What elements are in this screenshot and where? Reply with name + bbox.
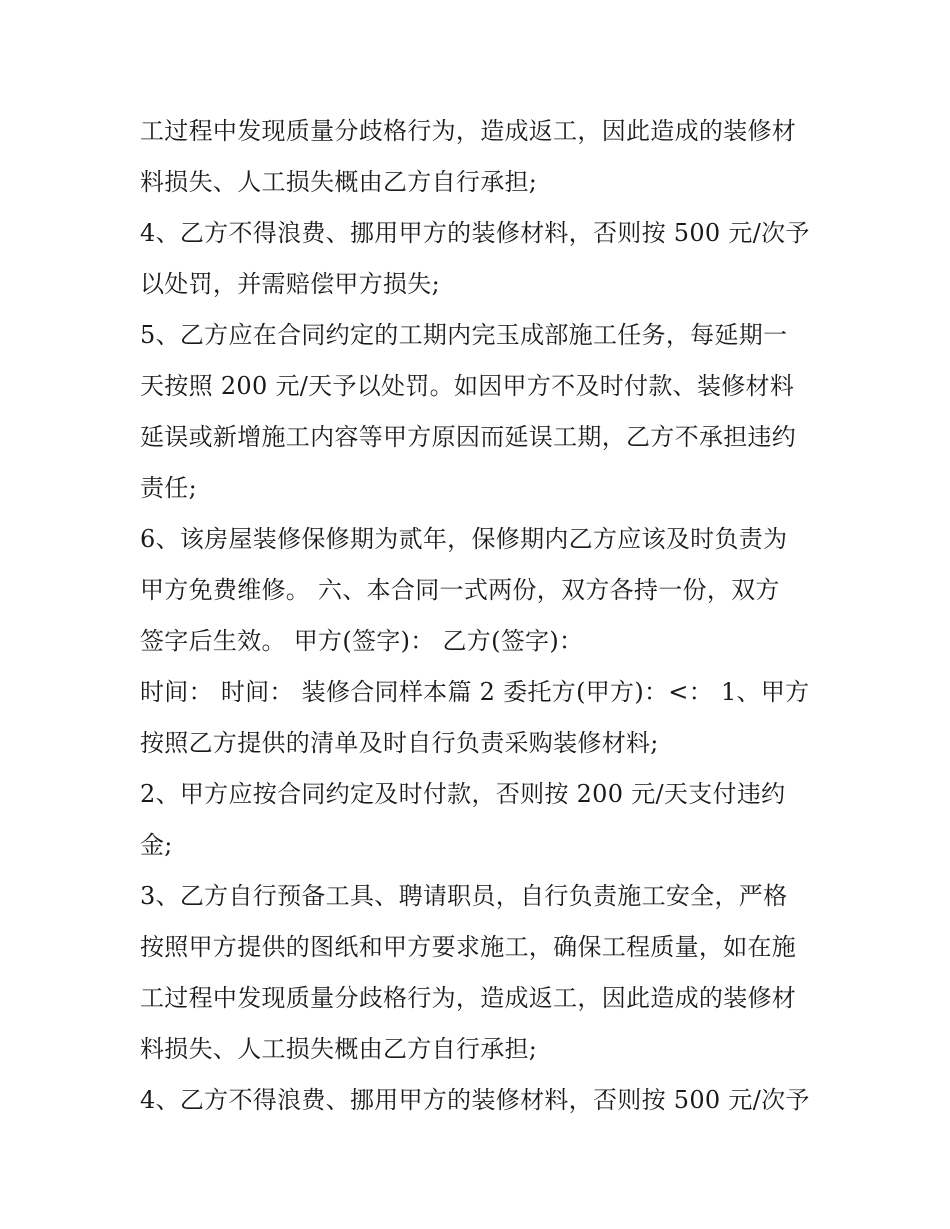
text-line: 按照甲方提供的图纸和甲方要求施工，确保工程质量，如在施 (140, 933, 797, 961)
text-line: 4、乙方不得浪费、挪用甲方的装修材料，否则按 500 元/次予 (140, 219, 810, 247)
text-line: 4、乙方不得浪费、挪用甲方的装修材料，否则按 500 元/次予 (140, 1086, 810, 1114)
text-line: 延误或新增施工内容等甲方原因而延误工期，乙方不承担违约 (140, 423, 797, 451)
text-line: 按照乙方提供的清单及时自行负责采购装修材料; (140, 729, 659, 757)
text-line: 5、乙方应在合同约定的工期内完玉成部施工任务，每延期一 (140, 321, 788, 349)
text-line: 时间： 时间： 装修合同样本篇 2 委托方(甲方)：<： 1、甲方 (140, 678, 810, 706)
text-line: 工过程中发现质量分歧格行为，造成返工，因此造成的装修材 (140, 984, 797, 1012)
text-line: 2、甲方应按合同约定及时付款，否则按 200 元/天支付违约 (140, 780, 786, 808)
document-body (140, 106, 820, 1126)
text-line: 以处罚，并需赔偿甲方损失; (140, 270, 440, 298)
text-line: 甲方免费维修。 六、本合同一式两份，双方各持一份，双方 (140, 576, 780, 604)
text-line: 工过程中发现质量分歧格行为，造成返工，因此造成的装修材 (140, 117, 797, 145)
text-line: 6、该房屋装修保修期为贰年，保修期内乙方应该及时负责为 (140, 525, 788, 553)
text-line: 料损失、人工损失概由乙方自行承担; (140, 168, 538, 196)
text-line: 天按照 200 元/天予以处罚。如因甲方不及时付款、装修材料 (140, 372, 795, 400)
text-line: 3、乙方自行预备工具、聘请职员，自行负责施工安全，严格 (140, 882, 788, 910)
text-line: 料损失、人工损失概由乙方自行承担; (140, 1035, 538, 1063)
text-line: 责任; (140, 474, 197, 502)
text-line: 金; (140, 831, 173, 859)
text-line: 签字后生效。 甲方(签字)： 乙方(签字)： (140, 627, 584, 655)
